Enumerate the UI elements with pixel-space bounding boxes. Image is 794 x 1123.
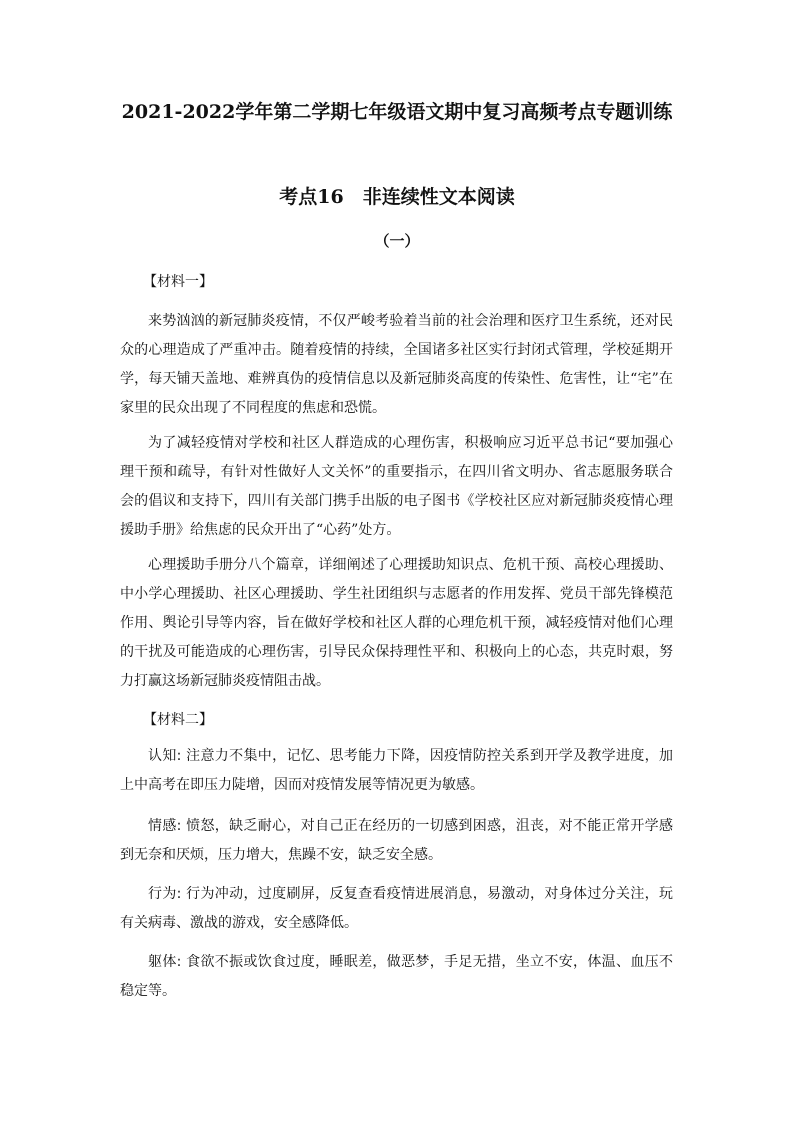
material-one-heading: 【材料一】 [143, 274, 213, 290]
material-two-item [120, 948, 673, 1006]
item-label: 情感: [148, 818, 182, 834]
material-two-item [120, 812, 673, 870]
item-label: 躯体: [148, 954, 182, 970]
material-one-paragraph: 来势汹汹的新冠肺炎疫情，不仅严峻考验着当前的社会治理和医疗卫生系统，还对民众的心理造成了严重冲击。随着疫情的持续，全国诸多社区实行封闭式管理，学校延期开学，每天铺天盖地、难辨真伪的疫情信息以及新冠肺炎高度的传染性、危害性，让“宅”在家里的民众出现了不同程度的焦虑和恐慌。 [120, 313, 673, 416]
item-label: 认知: [148, 748, 182, 764]
material-one-paragraph: 为了减轻疫情对学校和社区人群造成的心理伤害，积极响应习近平总书记“要加强心理干预和疏导，有针对性做好人文关怀”的重要指示，在四川省文明办、省志愿服务联合会的倡议和支持下，四川有关部门携手出版的电子图书《学校社区应对新冠肺炎疫情心理援助手册》给焦虑的民众开出了“心药”处方。 [120, 435, 673, 538]
material-two-item [120, 742, 673, 800]
material-one-paragraph: 心理援助手册分八个篇章，详细阐述了心理援助知识点、危机干预、高校心理援助、中小学心理援助、社区心理援助、学生社团组织与志愿者的作用发挥、党员干部先锋模范作用、舆论引导等内容，旨在做好学校和社区人群的心理危机干预，减轻疫情对他们心理的干扰及可能造成的心理伤害，引导民众保持理性平和、积极向上的心态，共克时艰，努力打赢这场新冠肺炎疫情阻击战。 [120, 557, 673, 689]
item-text: 食欲不振或饮食过度，睡眠差，做恶梦，手足无措，坐立不安，体温、血压不稳定等。 [120, 954, 673, 999]
topic-subtitle: 考点16 非连续性文本阅读 [279, 186, 515, 208]
item-text: 行为冲动，过度刷屏，反复查看疫情进展消息，易激动，对身体过分关注，玩有关病毒、激战的游戏，安全感降低。 [120, 886, 673, 931]
item-label: 行为: [148, 886, 182, 902]
document-title: 2021-2022学年第二学期七年级语文期中复习高频考点专题训练 [121, 101, 673, 123]
item-text: 愤怒，缺乏耐心，对自己正在经历的一切感到困惑，沮丧，对不能正常开学感到无奈和厌烦，压力增大，焦躁不安，缺乏安全感。 [120, 818, 673, 863]
material-two-heading: 【材料二】 [143, 712, 213, 728]
material-two-item [120, 880, 673, 938]
item-text: 注意力不集中，记忆、思考能力下降，因疫情防控关系到开学及教学进度，加上中高考在即压力陡增，因而对疫情发展等情况更为敏感。 [120, 748, 673, 793]
section-number: （一） [374, 232, 420, 250]
